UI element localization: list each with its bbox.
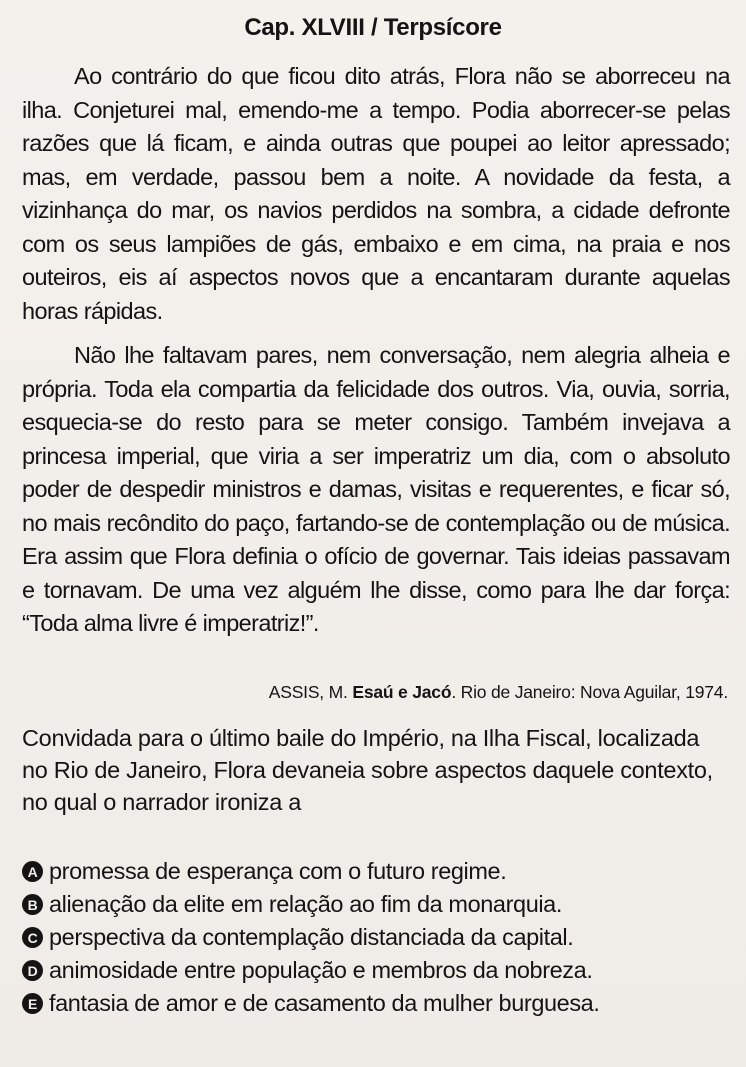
option-a[interactable]: [22, 855, 742, 888]
option-c-text: perspectiva da contemplação distanciada da capital.: [49, 924, 574, 950]
citation: [269, 682, 728, 703]
paragraph-1: Ao contrário do que ficou dito atrás, Flora não se aborreceu na ilha. Conjeturei mal, emendo-me a tempo. Podia aborrecer-se pelas razões que lá ficam, e ainda outras que poupei ao leitor apressado; mas, em verdade, passou bem a noite. A novidade da festa, a vizinhança do mar, os navios perdidos na sombra, a cidade defronte com os seus lampiões de gás, embaixo e em cima, na praia e nos outeiros, eis aí aspectos novos que a encantaram durante aquelas horas rápidas.: [22, 63, 730, 324]
option-a-text: promessa de esperança com o futuro regime.: [49, 858, 507, 884]
question-prompt: Convidada para o último baile do Império, na Ilha Fiscal, localizada no Rio de Janeiro, Flora devaneia sobre aspectos daquele contexto, no qual o narrador ironiza a: [22, 725, 713, 815]
option-d[interactable]: [22, 954, 742, 987]
citation-work: Esaú e Jacó: [352, 682, 452, 702]
option-d-text: animosidade entre população e membros da nobreza.: [49, 957, 593, 983]
option-e-text: fantasia de amor e de casamento da mulher burguesa.: [49, 990, 600, 1016]
option-c[interactable]: [22, 921, 742, 954]
answer-options: [22, 855, 742, 1020]
option-c-letter-icon: C: [22, 927, 43, 948]
option-b-letter-icon: B: [22, 894, 43, 915]
paragraph-2: Não lhe faltavam pares, nem conversação, nem alegria alheia e própria. Toda ela compartia da felicidade dos outros. Via, ouvia, sorria, esquecia-se do resto para se meter consigo. Também invejava a princesa imperial, que viria a ser imperatriz um dia, com o absoluto poder de despedir ministros e damas, visitas e requerentes, e ficar só, no mais recôndito do paço, fartando-se de contemplação ou de música. Era assim que Flora definia o ofício de governar. Tais ideias passavam e tornavam. De uma vez alguém lhe disse, como para lhe dar força: “Toda alma livre é imperatriz!”.: [22, 342, 730, 636]
citation-author: ASSIS, M.: [268, 682, 348, 702]
option-b[interactable]: [22, 888, 742, 921]
option-a-letter-icon: A: [22, 861, 43, 882]
chapter-heading: Cap. XLVIII / Terpsícore: [244, 14, 502, 41]
option-d-letter-icon: D: [22, 960, 43, 981]
option-b-text: alienação da elite em relação ao fim da monarquia.: [49, 891, 562, 917]
option-e[interactable]: [22, 987, 742, 1020]
option-e-letter-icon: E: [22, 993, 43, 1014]
citation-details: . Rio de Janeiro: Nova Aguilar, 1974.: [451, 682, 728, 702]
